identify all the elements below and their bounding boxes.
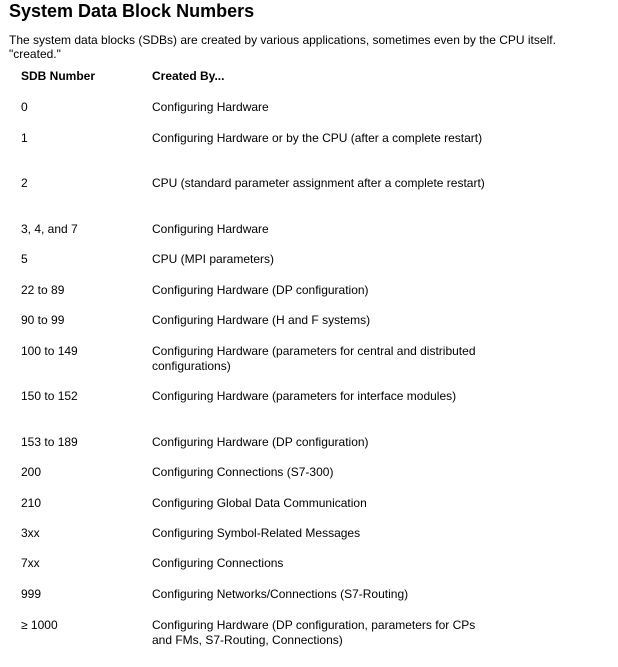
sdb-number-cell: 999 (21, 587, 42, 601)
intro-paragraph (9, 33, 617, 61)
created-by-cell: Configuring Symbol-Related Messages (152, 526, 361, 540)
sdb-number-cell: 22 to 89 (21, 283, 65, 297)
sdb-number-cell: 200 (21, 465, 42, 479)
sdb-number-cell: 1 (21, 131, 28, 145)
sdb-number-cell: 150 to 152 (21, 389, 78, 403)
created-by-cell: Configuring Connections (S7-300) (152, 465, 334, 479)
intro-line-2: "created." (9, 47, 61, 61)
created-by-cell: Configuring Hardware (152, 222, 269, 236)
created-by-cell: CPU (standard parameter assignment after a complete restart) (152, 176, 485, 190)
created-by-cell: Configuring Hardware (parameters for interface modules) (152, 389, 457, 403)
sdb-number-cell: 210 (21, 496, 42, 510)
created-by-cell: Configuring Hardware or by the CPU (after a complete restart) (152, 131, 483, 145)
sdb-number-cell: 5 (21, 252, 28, 266)
header-created-by: Created By... (152, 69, 225, 83)
created-by-cell: Configuring Hardware (H and F systems) (152, 313, 371, 327)
created-by-cell: Configuring Hardware (parameters for central and distributed configurations) (152, 344, 476, 373)
created-by-cell: Configuring Hardware (DP configuration) (152, 283, 369, 297)
sdb-number-cell: 7xx (21, 556, 40, 570)
intro-line-1: The system data blocks (SDBs) are created by various applications, sometimes even by the CPU itself. (9, 33, 556, 47)
created-by-cell: Configuring Networks/Connections (S7-Routing) (152, 587, 409, 601)
sdb-number-cell: 3xx (21, 526, 40, 540)
sdb-number-cell: 90 to 99 (21, 313, 65, 327)
page-title: System Data Block Numbers (9, 1, 255, 21)
created-by-cell: Configuring Hardware (152, 100, 269, 114)
created-by-cell: Configuring Connections (152, 556, 284, 570)
created-by-cell: CPU (MPI parameters) (152, 252, 275, 266)
sdb-number-cell: 0 (21, 100, 28, 114)
created-by-cell: Configuring Hardware (DP configuration, parameters for CPs and FMs, S7-Routing, Connections) (152, 618, 476, 647)
sdb-number-cell: ≥ 1000 (21, 618, 58, 632)
header-sdb-number: SDB Number (21, 69, 96, 83)
created-by-cell: Configuring Global Data Communication (152, 496, 367, 510)
sdb-number-cell: 100 to 149 (21, 344, 78, 358)
sdb-number-cell: 2 (21, 176, 28, 190)
created-by-cell: Configuring Hardware (DP configuration) (152, 435, 369, 449)
sdb-number-cell: 153 to 189 (21, 435, 78, 449)
sdb-number-cell: 3, 4, and 7 (21, 222, 78, 236)
